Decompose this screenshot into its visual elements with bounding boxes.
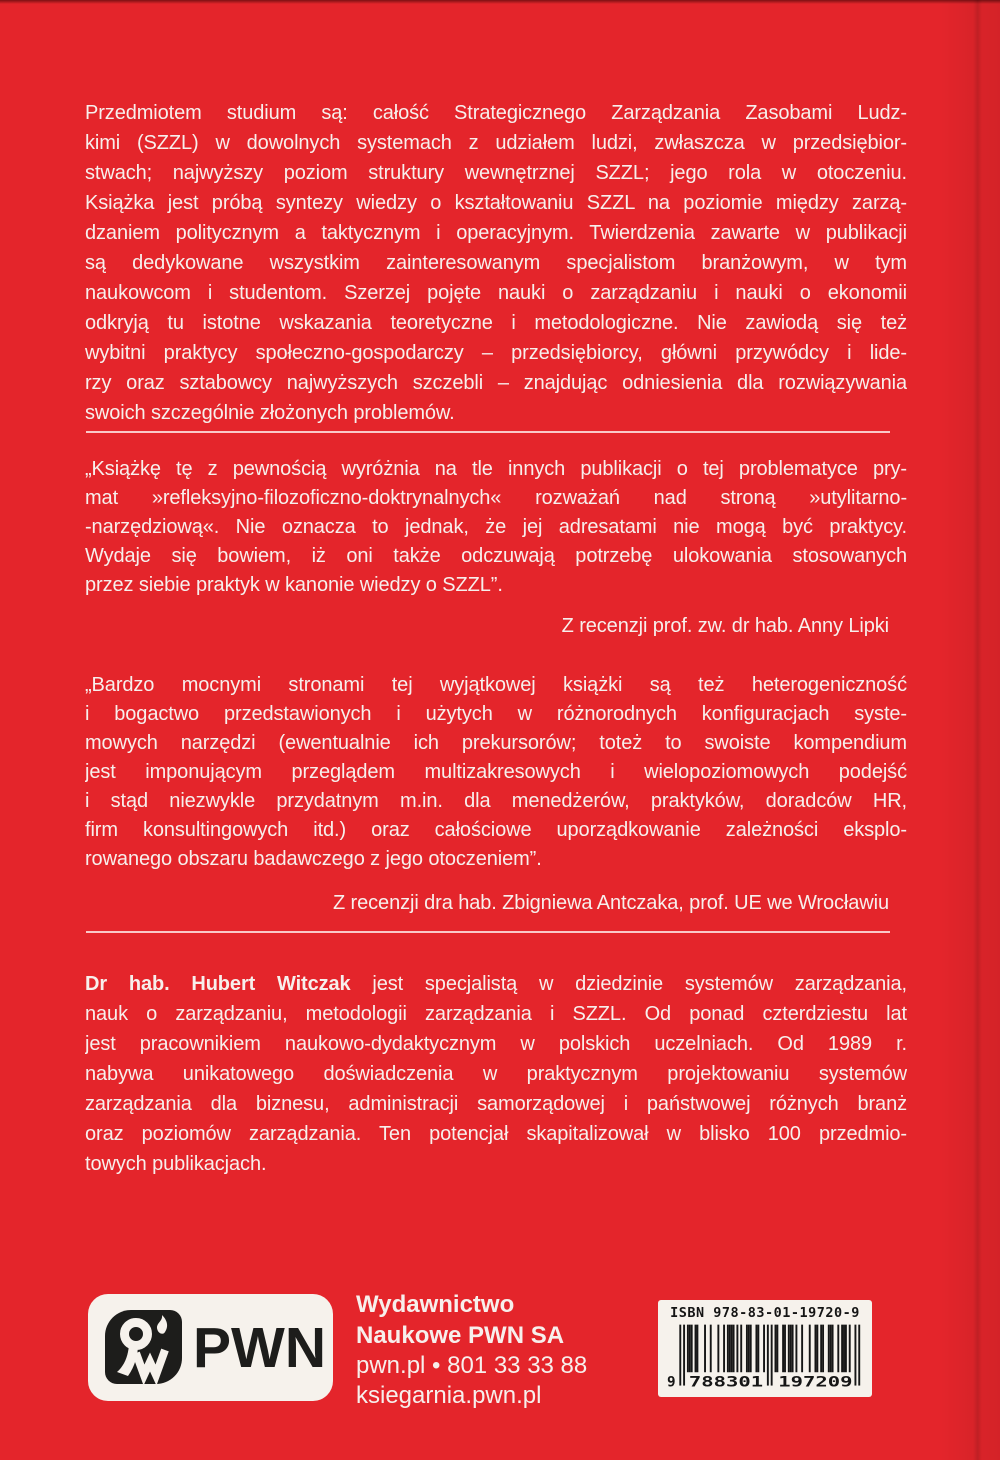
text-line: naukowcom i studentom. Szerzej pojęte nauki o zarządzaniu i nauki o ekonomii	[85, 282, 907, 304]
summary-paragraph	[85, 98, 907, 428]
text-line: mowych narzędzi (ewentualnie ich prekursorów; toteż to swoiste kompendium	[85, 732, 907, 754]
text-line: kimi (SZZL) w dowolnych systemach z udziałem ludzi, zwłaszcza w przedsiębior-	[85, 132, 907, 154]
svg-text:197209: 197209	[778, 1374, 853, 1390]
publisher-name-line-1: Wydawnictwo	[356, 1291, 515, 1318]
text-line: nauk o zarządzaniu, metodologii zarządzania i SZZL. Od ponad czterdziestu lat	[85, 1003, 907, 1025]
text-line: „Bardzo mocnymi stronami tej wyjątkowej książki są też heterogeniczność	[85, 674, 907, 696]
text-line: „Książkę tę z pewnością wyróżnia na tle innych publikacji o tej problematyce pry-	[85, 458, 907, 480]
text-line: swoich szczególnie złożonych problemów.	[85, 402, 455, 424]
text-line: wybitni praktycy społeczno-gospodarczy – przedsiębiorcy, główni przywódcy i lide-	[85, 342, 907, 364]
text-line: odkryją tu istotne wskazania teoretyczne i metodologiczne. Nie zawiodą się też	[85, 312, 907, 334]
author-bio	[85, 969, 907, 1179]
publisher-website: ksiegarnia.pwn.pl	[356, 1382, 542, 1409]
review-quote-1	[85, 455, 907, 600]
scan-edge-top	[0, 0, 1000, 4]
author-name: Dr hab. Hubert Witczak	[85, 973, 351, 995]
text-line: -narzędziową«. Nie oznacza to jednak, że jej adresatami nie mogą być praktycy.	[85, 516, 907, 538]
text-line: mat »refleksyjno-filozoficzno-doktrynalnych« rozważań nad stroną »utylitarno-	[85, 487, 907, 509]
text-line: Książka jest próbą syntezy wiedzy o kształtowaniu SZZL na poziomie między zarzą-	[85, 192, 907, 214]
publisher-logo	[88, 1294, 333, 1401]
pwn-monogram-icon	[105, 1310, 182, 1384]
text-line	[85, 969, 907, 999]
text-line: firm konsultingowych itd.) oraz całościowe uporządkowanie zależności eksplo-	[85, 819, 907, 841]
text-line: rzy oraz sztabowcy najwyższych szczebli – znajdując odniesienia dla rozwiązywania	[85, 372, 907, 394]
text-line: rowanego obszaru badawczego z jego otoczeniem”.	[85, 848, 542, 870]
text-line: nabywa unikatowego doświadczenia w praktycznym projektowaniu systemów	[85, 1063, 907, 1085]
text-line: jest pracownikiem naukowo-dydaktycznym w polskich uczelniach. Od 1989 r.	[85, 1033, 907, 1055]
review-attribution-1: Z recenzji prof. zw. dr hab. Anny Lipki	[561, 615, 889, 637]
text-line: oraz poziomów zarządzania. Ten potencjał skapitalizował w blisko 100 przedmio-	[85, 1123, 907, 1145]
bio-first-line-rest: jest specjalistą w dziedzinie systemów zarządzania,	[350, 973, 907, 995]
text-line: jest imponującym przeglądem multizakresowych i wielopoziomowych podejść	[85, 761, 907, 783]
divider	[86, 931, 890, 933]
svg-text:788301: 788301	[688, 1374, 764, 1390]
text-line: Przedmiotem studium są: całość Strategicznego Zarządzania Zasobami Ludz-	[85, 102, 907, 124]
spine-fold-shadow	[940, 0, 1000, 1460]
divider	[86, 431, 890, 433]
publisher-phone: pwn.pl • 801 33 33 88	[356, 1352, 588, 1379]
bio-lines	[85, 999, 907, 1179]
text-line: stwach; najwyższy poziom struktury wewnętrznej SZZL; jego rola w otoczeniu.	[85, 162, 907, 184]
isbn-label: ISBN 978-83-01-19720-9	[670, 1305, 860, 1321]
text-line: przez siebie praktyk w kanonie wiedzy o SZZL”.	[85, 574, 503, 596]
barcode	[658, 1300, 872, 1397]
review-attribution-2: Z recenzji dra hab. Zbigniewa Antczaka, prof. UE we Wrocławiu	[332, 892, 889, 914]
publisher-name-line-2: Naukowe PWN SA	[356, 1322, 565, 1349]
ean-barcode	[666, 1324, 864, 1390]
review-quote-2	[85, 671, 907, 874]
text-line: zarządzania dla biznesu, administracji samorządowej i państwowej różnych branż	[85, 1093, 907, 1115]
text-line: towych publikacjach.	[85, 1153, 267, 1175]
svg-text:9: 9	[666, 1374, 676, 1390]
text-line: są dedykowane wszystkim zainteresowanym specjalistom branżowym, w tym	[85, 252, 907, 274]
text-line: i bogactwo przedstawionych i użytych w różnorodnych konfiguracjach syste-	[85, 703, 907, 725]
text-line: Wydaje się bowiem, iż oni także odczuwają potrzebę ulokowania stosowanych	[85, 545, 907, 567]
publisher-logo-text: PWN	[193, 1316, 326, 1380]
text-line: i stąd niezwykle przydatnym m.in. dla menedżerów, praktyków, doradców HR,	[85, 790, 907, 812]
text-line: dzaniem politycznym a taktycznym i operacyjnym. Twierdzenia zawarte w publikacji	[85, 222, 907, 244]
publisher-info	[356, 1289, 587, 1411]
